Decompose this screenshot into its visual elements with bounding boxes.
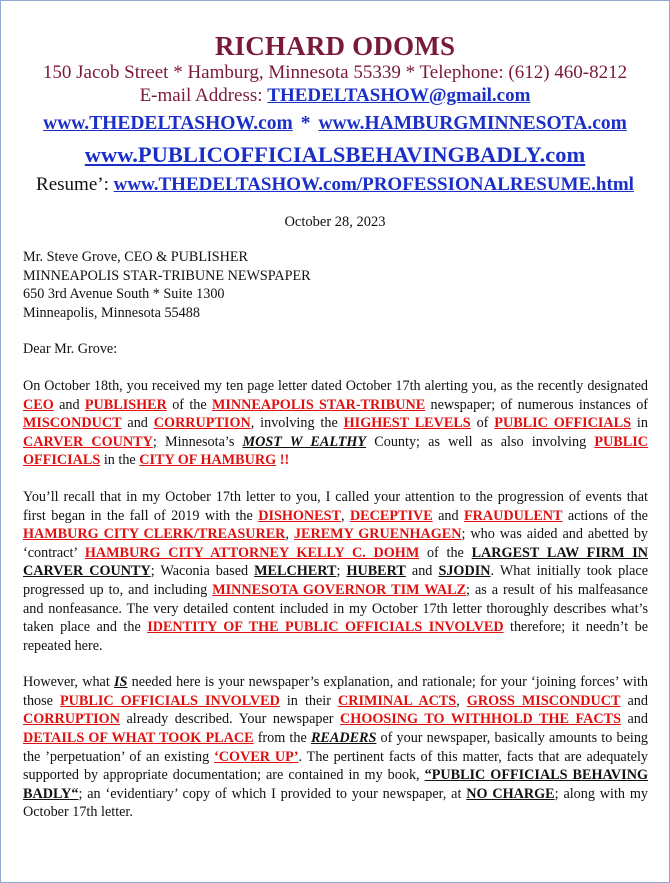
emphasis-text: READERS [310,730,377,747]
body-text: ; Minnesota’s [152,433,243,450]
emphasis-text: CORRUPTION [23,711,120,728]
resume-line [1,171,669,199]
recipient-organization: MINNEAPOLIS STAR-TRIBUNE NEWSPAPER [23,267,311,284]
body-text: of the [419,544,472,561]
emphasis-text: ‘COVER UP’ [214,748,299,765]
body-text: County; as well as also involving [366,433,595,450]
sender-address: 150 Jacob Street * Hamburg, Minnesota 55339 * Telephone: (612) 460-8212 [42,62,628,83]
body-text: On October 18th, you received my ten page letter dated October 17th alerting you, as the recently designated [23,377,648,394]
email-link[interactable]: THEDELTASHOW@gmail.com [267,85,531,106]
emphasis-text: HIGHEST LEVELS [343,415,471,432]
emphasis-text: NO CHARGE [466,785,555,802]
body-text: and [53,396,85,413]
body-text: and [620,692,648,709]
emphasis-text: CHOOSING TO WITHHOLD THE FACTS [340,711,621,728]
body-text: You’ll recall that in my October 17th letter to you, I called your attention to the progression of events that first began in the fall of 2019 with the [23,488,648,524]
emphasis-text: CARVER COUNTY [23,433,153,450]
emphasis-text: IS [114,674,128,691]
body-text: needed here is your newspaper’s explanation, and rationale; for your ‘joining forces’ with those [23,674,648,709]
paragraph-1 [23,377,648,470]
sender-name: RICHARD ODOMS [214,31,456,61]
emphasis-text: MISCONDUCT [23,415,122,432]
emphasis-text: SJODIN [438,563,491,580]
emphasis-text: PUBLIC OFFICIALS [23,433,648,469]
body-text: in their [279,692,338,709]
body-text: , [456,692,467,709]
body-text: and [405,563,439,580]
email-line [1,84,669,107]
body-text: in the [100,452,140,469]
websites-line [1,109,669,139]
emphasis-text: CRIMINAL ACTS [337,692,457,709]
body-text: , [285,526,294,543]
emphasis-text: CITY OF HAMBURG [139,452,277,469]
emphasis-text: PUBLISHER [84,396,167,413]
body-text: ; who was aided and abetted by ‘contract’ [23,526,649,561]
body-text: newspaper; of numerous instances of [425,396,649,413]
body-text: from the [253,730,311,747]
emphasis-text: DETAILS OF WHAT TOOK PLACE [23,730,254,747]
emphasis-text: !! [276,452,290,469]
body-text: . What initially took place progressed up to, and including [23,563,648,598]
body-text: , involving the [250,415,344,432]
body-text: ; along with my October 17th letter. [23,785,648,821]
emphasis-text: PUBLIC OFFICIALS [494,415,632,432]
body-text: ; Waconia based [150,563,255,580]
emphasis-text: MINNEAPOLIS STAR-TRIBUNE [212,396,426,413]
website-line-2 [1,139,669,171]
recipient-city: Minneapolis, Minnesota 55488 [23,304,200,321]
letterhead [1,1,669,199]
paragraph-3 [23,673,648,822]
resume-label: Resume’: [36,174,114,195]
body-text: and [621,711,648,728]
site-link-deltashow[interactable]: www.THEDELTASHOW.com [43,113,293,134]
body-text: ; as a result of his malfeasance and nonfeasance. The very detailed content included in my October 17th letter thoroughly describes what’s taken place and the [23,581,648,636]
letter-date: October 28, 2023 [284,214,386,230]
emphasis-text: CORRUPTION [153,415,251,432]
body-text: However, what [23,674,115,691]
site-link-hamburg[interactable]: www.HAMBURGMINNESOTA.com [318,113,627,134]
email-label: E-mail Address: [139,85,268,106]
body-text: , [341,507,350,524]
body-text: of [470,415,495,432]
emphasis-text: MOST W EALTHY [242,433,367,450]
emphasis-text: MINNESOTA GOVERNOR TIM WALZ [212,581,467,598]
emphasis-text: LARGEST LAW FIRM IN CARVER COUNTY [23,544,648,580]
body-text: and [432,507,464,524]
body-text: therefore; it needn’t be repeated here. [23,619,649,654]
emphasis-text: GROSS MISCONDUCT [466,692,621,709]
emphasis-text: JEREMY GRUENHAGEN [293,526,462,543]
body-text: in [631,415,648,432]
emphasis-text: CEO [23,396,54,413]
salutation: Dear Mr. Grove: [23,341,118,358]
body-text: of the [166,396,213,413]
body-text: . The pertinent facts of this matter, facts that are adequately supported by appropriate documentation; are contained in my book, [23,748,648,784]
emphasis-text: HAMBURG CITY CLERK/TREASURER [23,526,286,543]
resume-link[interactable]: www.THEDELTASHOW.com/PROFESSIONALRESUME.html [113,174,634,195]
emphasis-text: MELCHERT [254,563,337,580]
separator: * [300,113,311,134]
body-text: actions of the [562,507,648,524]
body-text: of your newspaper, basically amounts to being the ’perpetuation’ of an existing [23,730,649,765]
paragraph-2 [23,488,648,655]
emphasis-text: HAMBURG CITY ATTORNEY KELLY C. DOHM [84,544,420,561]
body-text: ; an ‘evidentiary’ copy of which I provided to your newspaper, at [78,785,467,802]
body-text: already described. Your newspaper [119,711,341,728]
site-link-publicofficials[interactable]: www.PUBLICOFFICIALSBEHAVINGBADLY.com [84,142,586,167]
emphasis-text: HUBERT [346,563,406,580]
body-text: and [121,415,154,432]
emphasis-text: DECEPTIVE [349,507,433,524]
emphasis-text: “PUBLIC OFFICIALS BEHAVING BADLY“ [23,767,648,802]
emphasis-text: PUBLIC OFFICIALS INVOLVED [60,692,280,709]
recipient-name: Mr. Steve Grove, CEO & PUBLISHER [23,249,249,265]
recipient-block [23,248,648,322]
body-text: ; [336,563,347,580]
recipient-street: 650 3rd Avenue South * Suite 1300 [23,286,225,303]
emphasis-text: DISHONEST [258,507,341,524]
letter-body [1,248,669,822]
emphasis-text: IDENTITY OF THE PUBLIC OFFICIALS INVOLVED [147,619,504,636]
emphasis-text: FRAUDULENT [463,507,563,524]
